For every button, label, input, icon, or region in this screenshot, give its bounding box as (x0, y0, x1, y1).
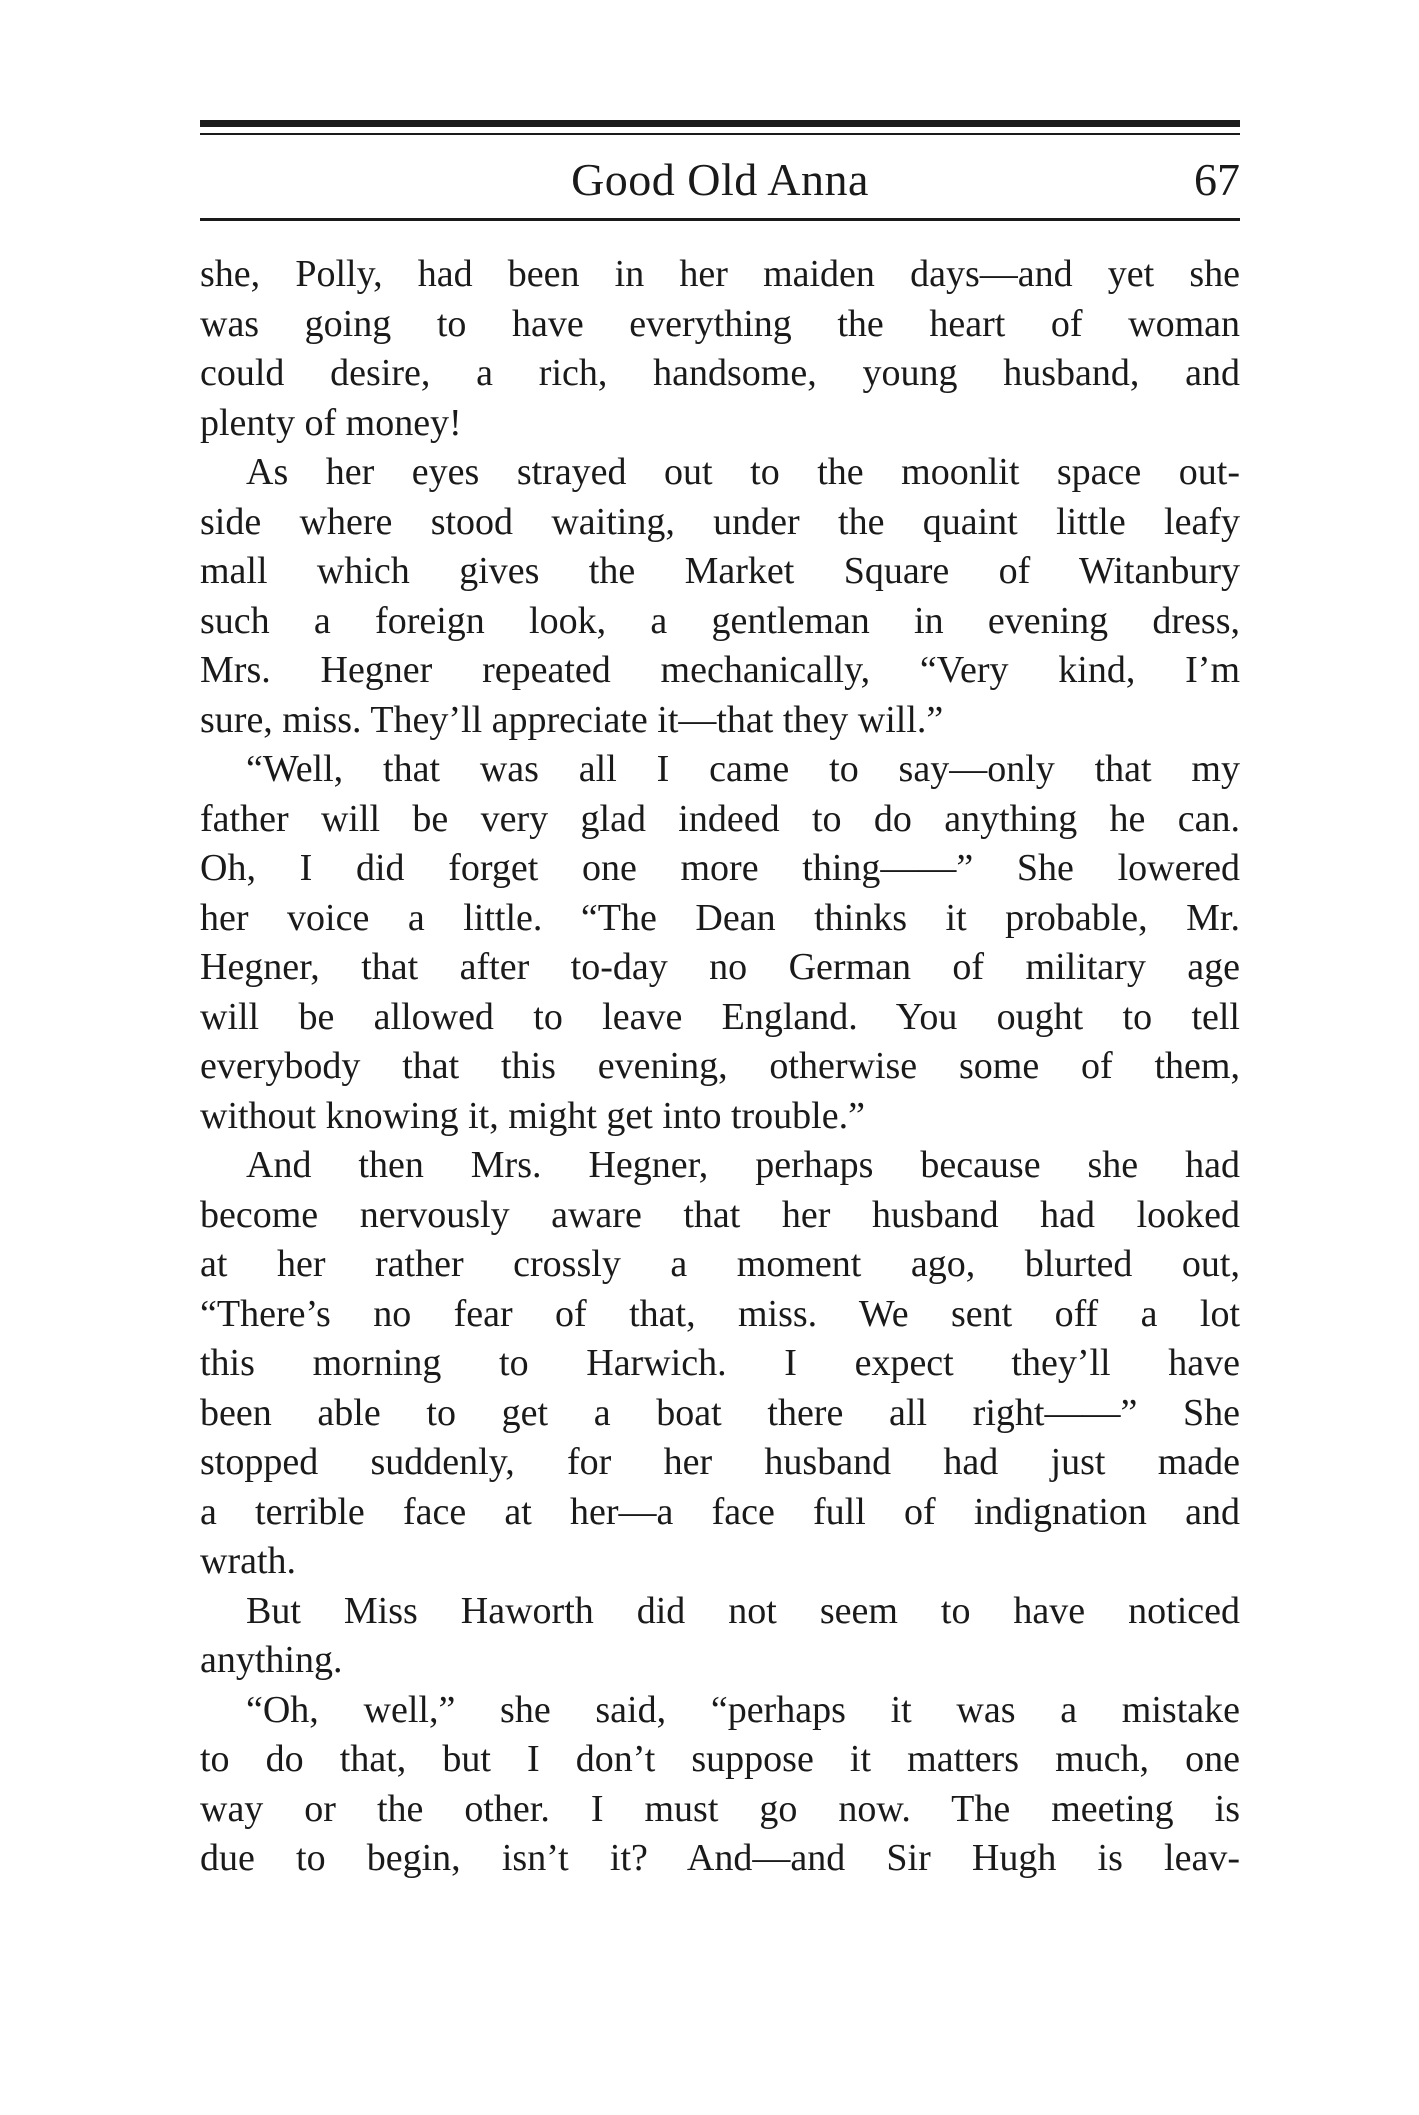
running-title: Good Old Anna (571, 154, 869, 205)
text-line: Oh, I did forget one more thing——” She lowered (200, 847, 1240, 889)
text-line: everybody that this evening, otherwise some of them, (200, 1045, 1240, 1087)
text-line: such a foreign look, a gentleman in evening dress, (200, 599, 1240, 642)
text-line: But Miss Haworth did not seem to have noticed (246, 1589, 1240, 1632)
text-line: “Well, that was all I came to say—only that my (246, 748, 1240, 790)
body-text (200, 250, 1240, 1884)
text-line: this morning to Harwich. I expect they’ll have (200, 1342, 1240, 1384)
text-line: will be allowed to leave England. You ought to tell (200, 995, 1240, 1038)
text-line: been able to get a boat there all right——” She (200, 1391, 1240, 1434)
header-rule-bottom (200, 218, 1240, 221)
text-line: sure, miss. They’ll appreciate it—that they will.” (200, 698, 944, 741)
text-line: wrath. (200, 1540, 297, 1582)
text-line: to do that, but I don’t suppose it matters much, one (200, 1738, 1240, 1780)
text-line: As her eyes strayed out to the moonlit space out- (246, 451, 1240, 493)
text-line: side where stood waiting, under the quaint little leafy (200, 500, 1240, 543)
text-line: And then Mrs. Hegner, perhaps because she had (246, 1144, 1240, 1186)
text-line: way or the other. I must go now. The meeting is (200, 1787, 1240, 1830)
text-line: could desire, a rich, handsome, young husband, and (200, 352, 1240, 394)
text-line: without knowing it, might get into trouble.” (200, 1094, 865, 1137)
text-line: mall which gives the Market Square of Witanbury (200, 550, 1240, 592)
text-line: stopped suddenly, for her husband had just made (200, 1441, 1240, 1483)
header-rule-thin (200, 133, 1240, 135)
page-number: 67 (1194, 154, 1240, 205)
text-line: due to begin, isn’t it? And—and Sir Hugh is leav- (200, 1837, 1240, 1879)
text-line: become nervously aware that her husband had looked (200, 1193, 1240, 1236)
text-line: her voice a little. “The Dean thinks it probable, Mr. (200, 896, 1240, 939)
running-header (200, 148, 1240, 212)
text-line: she, Polly, had been in her maiden days—and yet she (200, 253, 1240, 295)
text-line: at her rather crossly a moment ago, blurted out, (200, 1243, 1240, 1285)
header-rule-thick (200, 120, 1240, 127)
text-line: Hegner, that after to-day no German of military age (200, 946, 1240, 988)
text-line: anything. (200, 1639, 343, 1681)
text-line: father will be very glad indeed to do anything he can. (200, 797, 1240, 840)
text-line: Mrs. Hegner repeated mechanically, “Very kind, I’m (200, 649, 1240, 691)
text-line: was going to have everything the heart of woman (200, 302, 1240, 345)
text-line: “Oh, well,” she said, “perhaps it was a mistake (246, 1688, 1240, 1731)
text-line: plenty of money! (200, 401, 462, 444)
text-line: “There’s no fear of that, miss. We sent off a lot (200, 1292, 1240, 1335)
text-line: a terrible face at her—a face full of indignation and (200, 1490, 1240, 1533)
